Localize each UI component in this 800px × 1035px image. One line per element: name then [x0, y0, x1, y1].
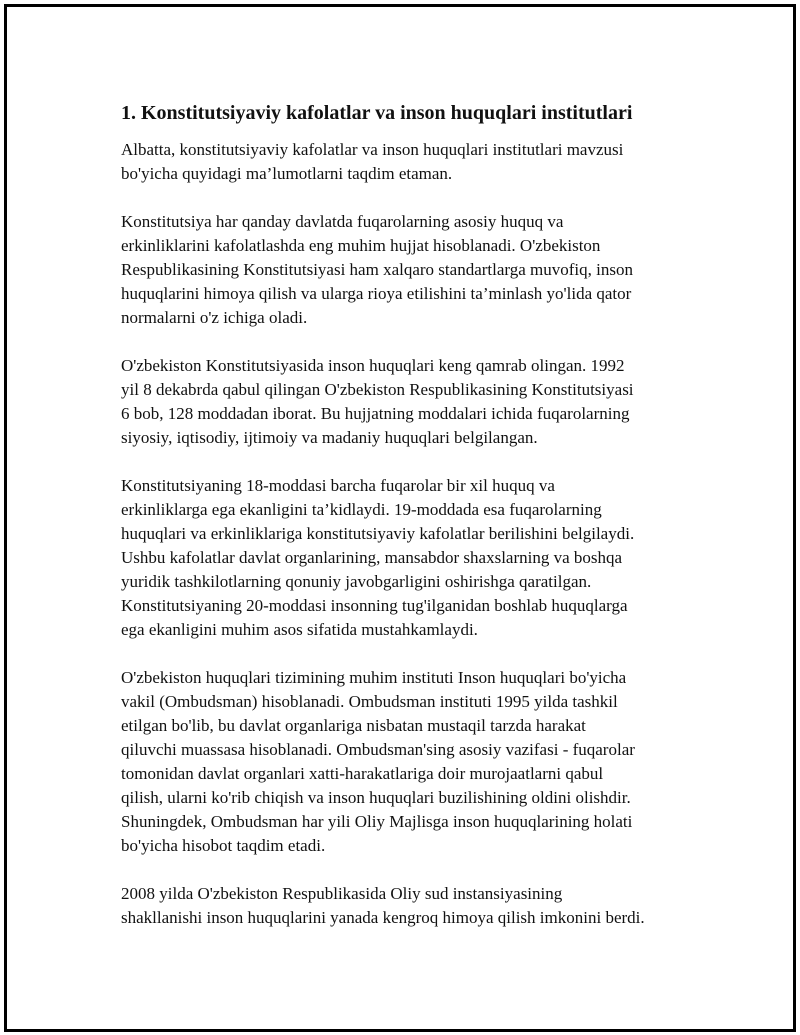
- page-frame: [4, 4, 796, 1032]
- text-line: normalarni o'z ichiga oladi.: [121, 308, 308, 327]
- text-line: tomonidan davlat organlari xatti-harakatlariga doir murojaatlarni qabul: [121, 764, 604, 783]
- document-body: [121, 100, 701, 954]
- paragraph: [121, 474, 701, 642]
- text-line: Ushbu kafolatlar davlat organlarining, mansabdor shaxslarning va boshqa: [121, 548, 623, 567]
- text-line: O'zbekiston huquqlari tizimining muhim instituti Inson huquqlari bo'yicha: [121, 668, 627, 687]
- paragraph: [121, 138, 701, 186]
- text-line: O'zbekiston Konstitutsiyasida inson huquqlari keng qamrab olingan. 1992: [121, 356, 625, 375]
- text-line: qiluvchi muassasa hisoblanadi. Ombudsman'sing asosiy vazifasi - fuqarolar: [121, 740, 635, 759]
- text-line: qilish, ularni ko'rib chiqish va inson huquqlari buzilishining oldini olishdir.: [121, 788, 631, 807]
- text-line: bo'yicha hisobot taqdim etadi.: [121, 836, 326, 855]
- text-line: ega ekanligini muhim asos sifatida mustahkamlaydi.: [121, 620, 478, 639]
- text-line: 2008 yilda O'zbekiston Respublikasida Oliy sud instansiyasining: [121, 884, 563, 903]
- text-line: huquqlarini himoya qilish va ularga rioya etilishini ta’minlash yo'lida qator: [121, 284, 632, 303]
- document-title: 1. Konstitutsiyaviy kafolatlar va inson huquqlari institutlari: [121, 102, 633, 124]
- paragraph: [121, 666, 701, 858]
- text-line: siyosiy, iqtisodiy, ijtimoiy va madaniy huquqlari belgilangan.: [121, 428, 538, 447]
- text-line: yil 8 dekabrda qabul qilingan O'zbekiston Respublikasining Konstitutsiyasi: [121, 380, 634, 399]
- paragraph-list: [121, 138, 701, 930]
- text-line: Respublikasining Konstitutsiyasi ham xalqaro standartlarga muvofiq, inson: [121, 260, 633, 279]
- text-line: Konstitutsiyaning 18-moddasi barcha fuqarolar bir xil huquq va: [121, 476, 555, 495]
- text-line: Konstitutsiyaning 20-moddasi insonning tug'ilganidan boshlab huquqlarga: [121, 596, 628, 615]
- text-line: Konstitutsiya har qanday davlatda fuqarolarning asosiy huquq va: [121, 212, 564, 231]
- text-line: shakllanishi inson huquqlarini yanada kengroq himoya qilish imkonini berdi.: [121, 908, 645, 927]
- text-line: erkinliklarini kafolatlashda eng muhim hujjat hisoblanadi. O'zbekiston: [121, 236, 601, 255]
- text-line: vakil (Ombudsman) hisoblanadi. Ombudsman instituti 1995 yilda tashkil: [121, 692, 618, 711]
- paragraph: [121, 354, 701, 450]
- text-line: erkinliklarga ega ekanligini ta’kidlaydi. 19-moddada esa fuqarolarning: [121, 500, 602, 519]
- text-line: etilgan bo'lib, bu davlat organlariga nisbatan mustaqil tarzda harakat: [121, 716, 586, 735]
- text-line: 6 bob, 128 moddadan iborat. Bu hujjatning moddalari ichida fuqarolarning: [121, 404, 630, 423]
- paragraph: [121, 210, 701, 330]
- paragraph: [121, 882, 701, 930]
- text-line: Albatta, konstitutsiyaviy kafolatlar va inson huquqlari institutlari mavzusi: [121, 140, 624, 159]
- text-line: yuridik tashkilotlarning qonuniy javobgarligini oshirishga qaratilgan.: [121, 572, 592, 591]
- text-line: huquqlari va erkinliklariga konstitutsiyaviy kafolatlar berilishini belgilaydi.: [121, 524, 635, 543]
- text-line: Shuningdek, Ombudsman har yili Oliy Majlisga inson huquqlarining holati: [121, 812, 633, 831]
- text-line: bo'yicha quyidagi ma’lumotlarni taqdim etaman.: [121, 164, 453, 183]
